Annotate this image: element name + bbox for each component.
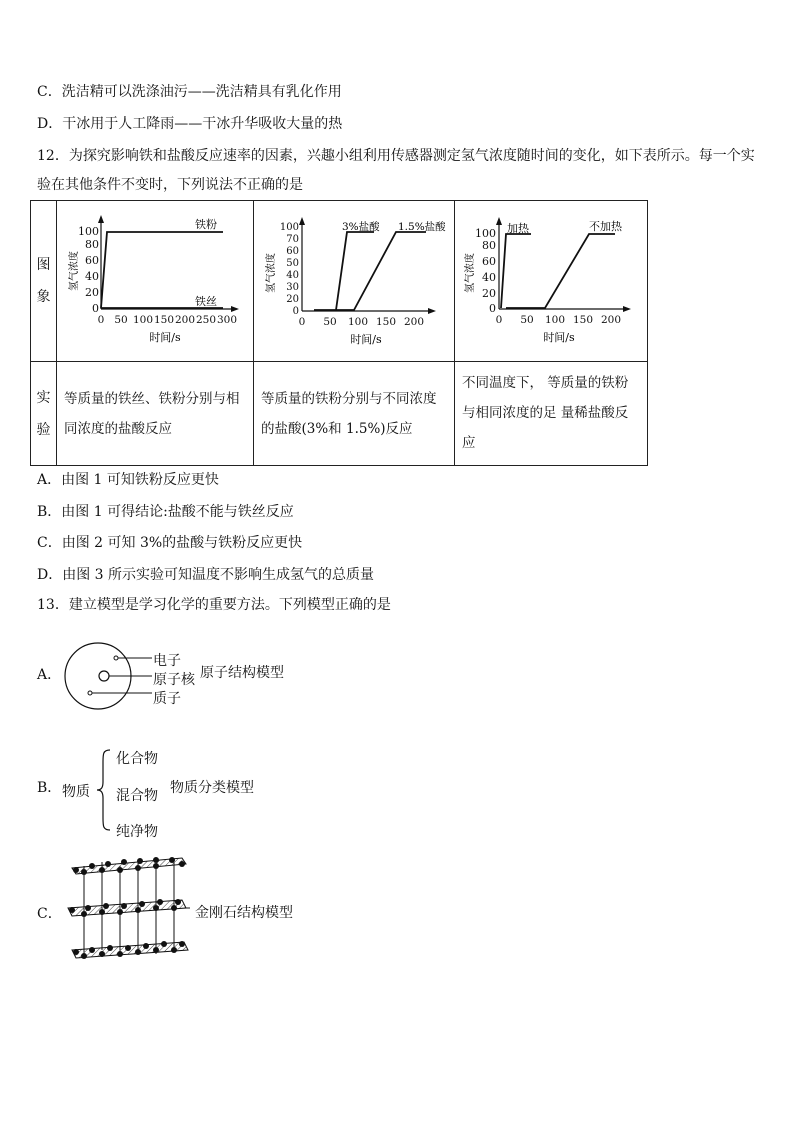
graph-3-xtick: 50 xyxy=(520,314,534,326)
graph-1-ylabel: 氢气浓度 xyxy=(69,251,80,291)
graph-2-ytick: 100 xyxy=(279,222,299,233)
graph-3-series-unheated xyxy=(506,234,615,308)
graph-1-ytick: 20 xyxy=(85,286,99,299)
row-head-experiment xyxy=(31,362,57,466)
graph-1-ytick: 0 xyxy=(92,302,99,315)
q13-option-c-letter: C． xyxy=(37,906,62,922)
q12-option-b: B．由图 1 可得结论:盐酸不能与铁丝反应 xyxy=(37,504,294,520)
graph-2-ytick: 50 xyxy=(286,258,299,269)
graph-1-xtick: 200 xyxy=(174,314,196,326)
graph-1-xtick: 300 xyxy=(216,314,238,326)
graph-3-xtick: 100 xyxy=(544,314,566,326)
q12-option-d: D．由图 3 所示实验可知温度不影响生成氢气的总质量 xyxy=(37,567,375,583)
graph-3-series-heated xyxy=(501,234,531,308)
graph-3-ytick: 40 xyxy=(482,271,496,284)
graph-2-xtick: 0 xyxy=(298,316,306,328)
row-head-graph xyxy=(31,201,57,362)
graph-2-xtick: 150 xyxy=(375,316,397,328)
graph-1-xlabel: 时间/s xyxy=(149,331,181,344)
graph-2-ytick: 60 xyxy=(286,246,299,257)
graph-2-series-label: 3%盐酸 xyxy=(342,221,380,233)
q12-stem-line2: 验在其他条件不变时，下列说法不正确的是 xyxy=(37,177,303,193)
graph-2-ytick: 20 xyxy=(286,294,299,305)
graph-2-xlabel: 时间/s xyxy=(350,333,382,346)
graph-1-xtick: 100 xyxy=(132,314,154,326)
classification-root: 物质 xyxy=(62,784,90,800)
graph-cell-1 xyxy=(57,201,254,362)
graph-1-ytick: 60 xyxy=(85,254,99,267)
q13-stem: 13．建立模型是学习化学的重要方法。下列模型正确的是 xyxy=(37,597,391,613)
row-head-graph-2: 象 xyxy=(36,289,51,305)
branch-mixture: 混合物 xyxy=(116,788,158,804)
graph-2-xtick: 50 xyxy=(323,316,337,328)
row-head-exp-1: 实 xyxy=(36,389,51,406)
graph-1-x-arrow xyxy=(231,306,239,312)
classification-caption: 物质分类模型 xyxy=(170,780,254,796)
q12-experiment-table xyxy=(30,200,648,466)
graph-3-y-arrow xyxy=(496,217,502,225)
graph-2-ytick: 40 xyxy=(286,270,299,281)
label-electron: 电子 xyxy=(153,653,181,669)
branch-pure-substance: 纯净物 xyxy=(116,824,158,840)
graph-1-y-arrow xyxy=(98,215,104,223)
proton-dot xyxy=(88,691,92,695)
q13-option-a-letter: A． xyxy=(37,667,62,683)
graph-2-series-3pct xyxy=(314,232,374,310)
label-proton: 质子 xyxy=(153,691,181,707)
atom-nucleus xyxy=(99,671,109,681)
graph-2-series-1-5pct xyxy=(336,232,426,310)
graph-2-ylabel: 氢气浓度 xyxy=(266,253,277,293)
q12-stem-line1: 12．为探究影响铁和盐酸反应速率的因素，兴趣小组利用传感器测定氢气浓度随时间的变化，如下表所示。每一个实 xyxy=(37,148,755,164)
q11-option-d: D．干冰用于人工降雨——干冰升华吸收大量的热 xyxy=(37,116,343,132)
label-nucleus: 原子核 xyxy=(153,672,195,688)
graph-3-xlabel: 时间/s xyxy=(543,331,575,344)
graph-1-xtick: 150 xyxy=(153,314,175,326)
graph-1 xyxy=(57,201,253,357)
graph-2-ytick: 70 xyxy=(286,234,299,245)
experiment-3-text: 不同温度下， 等质量的铁粉与相同浓度的足 量稀盐酸反应 xyxy=(455,362,648,466)
graph-3-ytick: 60 xyxy=(482,255,496,268)
graph-1-series-label: 铁粉 xyxy=(195,218,217,231)
graph-2-x-arrow xyxy=(428,308,436,314)
graph-1-xtick: 0 xyxy=(97,314,105,326)
graph-3 xyxy=(455,201,647,357)
row-head-exp-2: 验 xyxy=(36,421,51,438)
graph-2-xtick: 100 xyxy=(347,316,369,328)
graph-3-xtick: 0 xyxy=(495,314,503,326)
graph-3-ytick: 20 xyxy=(482,287,496,300)
graph-1-series-label: 铁丝 xyxy=(195,295,217,308)
graph-3-ytick: 100 xyxy=(475,227,496,240)
layered-carbon-structure-diagram xyxy=(62,850,192,972)
graph-1-ytick: 100 xyxy=(78,225,99,238)
q11-option-c: C．洗洁精可以洗涤油污——洗洁精具有乳化作用 xyxy=(37,84,342,100)
graph-1-xtick: 250 xyxy=(195,314,217,326)
q13-option-b-letter: B． xyxy=(37,780,62,796)
diamond-model-caption: 金刚石结构模型 xyxy=(195,905,293,921)
graph-3-xtick: 150 xyxy=(572,314,594,326)
graph-2-xtick: 200 xyxy=(403,316,425,328)
graph-1-ytick: 40 xyxy=(85,270,99,283)
experiment-1-text: 等质量的铁丝、铁粉分别与相同浓度的盐酸反应 xyxy=(57,362,254,466)
graph-3-ytick: 0 xyxy=(489,302,496,315)
atom-model-caption: 原子结构模型 xyxy=(200,665,284,681)
graph-1-xtick: 50 xyxy=(114,314,128,326)
graph-3-xtick: 200 xyxy=(600,314,622,326)
graph-3-series-label: 加热 xyxy=(507,222,529,235)
graph-2-series-label: 1.5%盐酸 xyxy=(398,221,446,233)
graph-2-y-arrow xyxy=(299,217,305,225)
graph-3-ylabel: 氢气浓度 xyxy=(465,253,476,293)
graph-2-ytick: 30 xyxy=(286,282,299,293)
q12-option-c: C．由图 2 可知 3%的盐酸与铁粉反应更快 xyxy=(37,535,303,551)
graph-cell-2 xyxy=(254,201,455,362)
experiment-2-text: 等质量的铁粉分别与不同浓度的盐酸(3%和 1.5%)反应 xyxy=(254,362,455,466)
graph-3-x-arrow xyxy=(623,306,631,312)
graph-cell-3 xyxy=(455,201,648,362)
graph-3-series-label: 不加热 xyxy=(589,220,622,233)
curly-brace-icon xyxy=(94,748,116,832)
branch-compound: 化合物 xyxy=(116,751,158,767)
graph-2 xyxy=(254,201,454,357)
electron-dot xyxy=(114,656,118,660)
q12-option-a: A．由图 1 可知铁粉反应更快 xyxy=(37,472,219,488)
graph-2-ytick: 0 xyxy=(292,306,299,317)
graph-3-ytick: 80 xyxy=(482,239,496,252)
graph-1-ytick: 80 xyxy=(85,238,99,251)
row-head-graph-1: 图 xyxy=(36,257,51,273)
